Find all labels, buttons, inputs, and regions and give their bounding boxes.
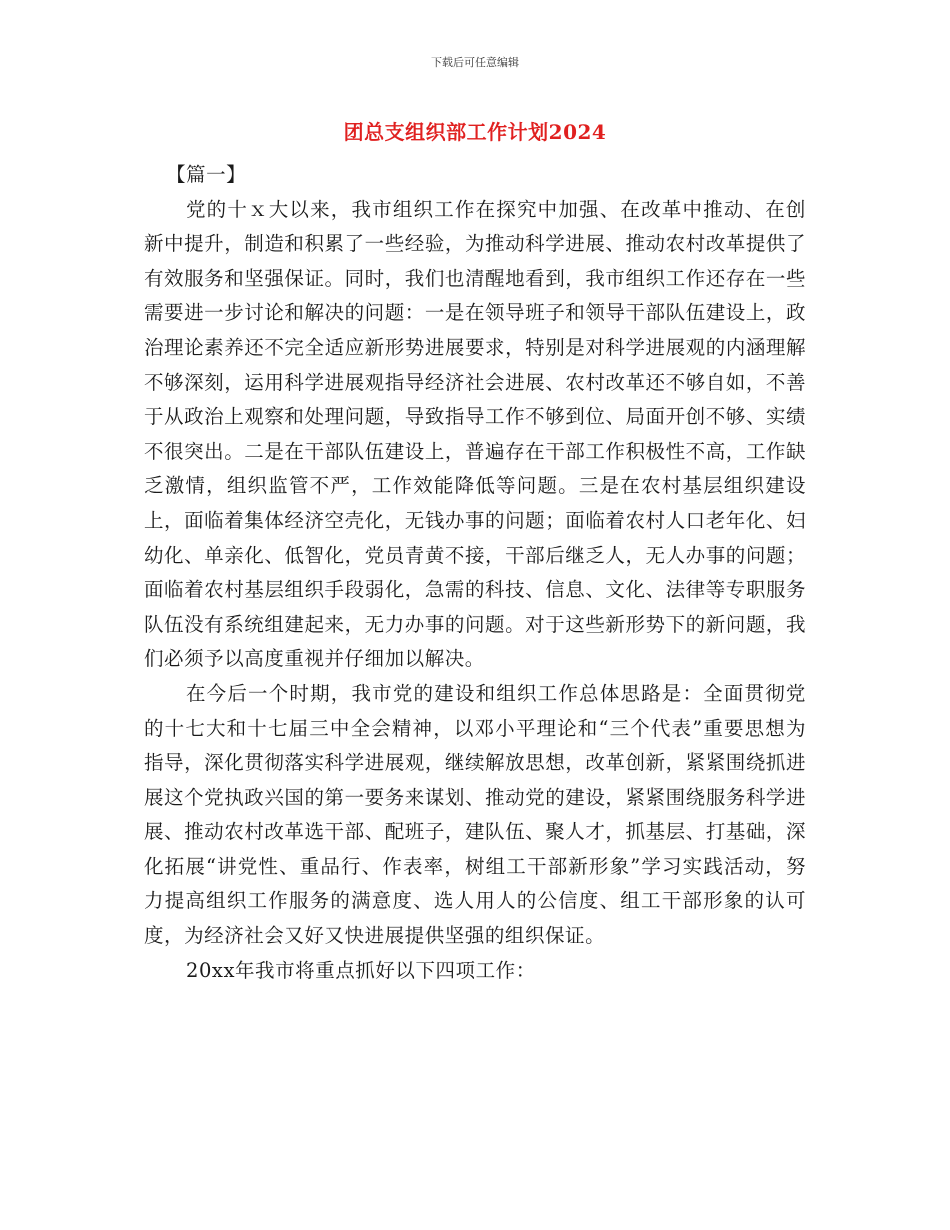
header-note: 下载后可任意编辑 bbox=[431, 56, 519, 69]
document-title: 团总支组织部工作计划2024 bbox=[343, 120, 607, 144]
section-label: 【篇一】 bbox=[166, 163, 247, 186]
paragraph-2: 在今后一个时期，我市党的建设和组织工作总体思路是：全面贯彻党的十七大和十七届三中全会精神，以邓小平理论和“三个代表”重要思想为指导，深化贯彻落实科学进展观，继续解放思想，改革创新，紧紧围绕抓进展这个党执政兴国的第一要务来谋划、推动党的建设，紧紧围绕服务科学进展、推动农村改革选干部、配班子，建队伍、聚人才，抓基层、打基础，深化拓展“讲党性、重品行、作表率，树组工干部新形象”学习实践活动，努力提高组织工作服务的满意度、选人用人的公信度、组工干部形象的认可度，为经济社会又好又快进展提供坚强的组织保证。 bbox=[144, 681, 806, 948]
paragraph-1: 党的十ｘ大以来，我市组织工作在探究中加强、在改革中推动、在创新中提升，制造和积累了一些经验，为推动科学进展、推动农村改革提供了有效服务和坚强保证。同时，我们也清醒地看到，我市组织工作还存在一些需要进一步讨论和解决的问题：一是在领导班子和领导干部队伍建设上，政治理论素养还不完全适应新形势进展要求，特别是对科学进展观的内涵理解不够深刻，运用科学进展观指导经济社会进展、农村改革还不够自如，不善于从政治上观察和处理问题，导致指导工作不够到位、局面开创不够、实绩不很突出。二是在干部队伍建设上，普遍存在干部工作积极性不高，工作缺乏激情，组织监管不严，工作效能降低等问题。三是在农村基层组织建设上，面临着集体经济空壳化，无钱办事的问题；面临着农村人口老年化、妇幼化、单亲化、低智化，党员青黄不接，干部后继乏人，无人办事的问题；面临着农村基层组织手段弱化，急需的科技、信息、文化、法律等专职服务队伍没有系统组建起来，无力办事的问题。对于这些新形势下的新问题，我们必须予以高度重视并仔细加以解决。 bbox=[144, 197, 806, 671]
document-body bbox=[144, 158, 806, 988]
paragraph-3: 20xx年我市将重点抓好以下四项工作： bbox=[186, 958, 536, 982]
